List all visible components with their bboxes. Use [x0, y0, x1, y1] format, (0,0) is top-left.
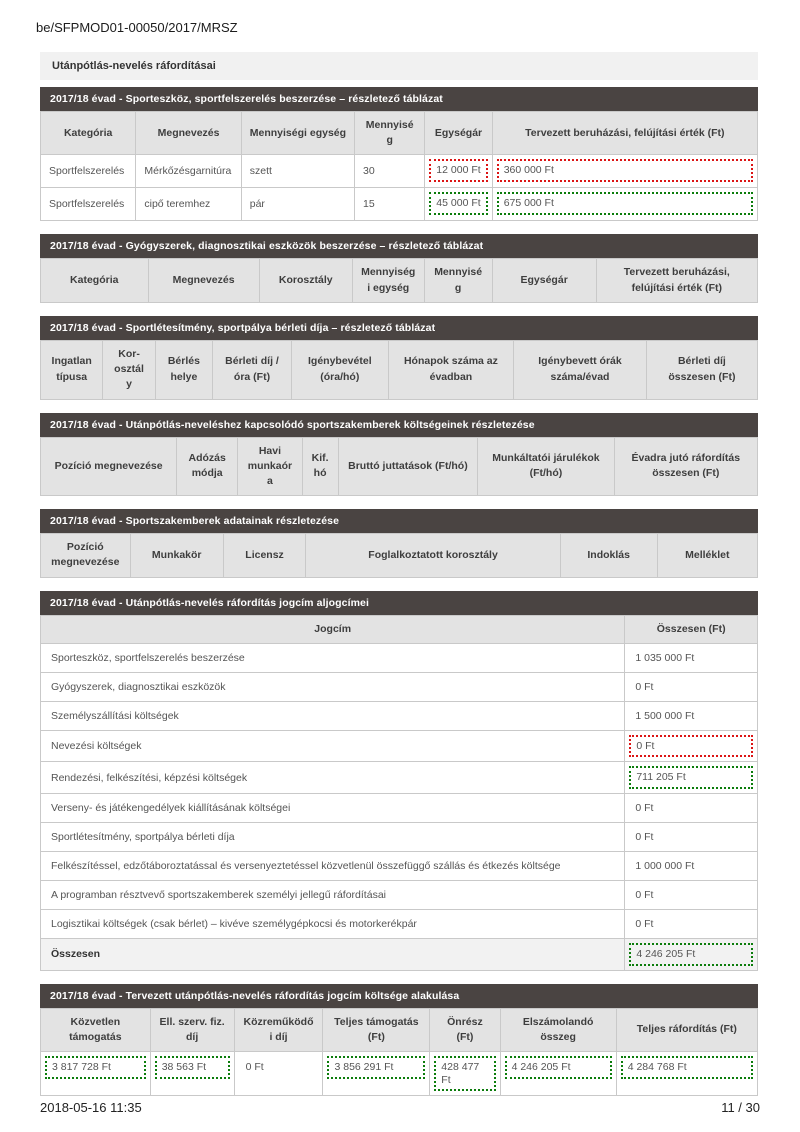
column-header: Bruttó juttatások (Ft/hó) [338, 437, 478, 496]
staff-costs-table-title-bar: 2017/18 évad - Utánpótlás-neveléshez kapcsolódó sportszakemberek költségeinek részletezése [40, 413, 758, 437]
summary-value: 3 817 728 Ft [52, 1061, 111, 1074]
highlighted-value-box [629, 943, 753, 966]
highlighted-value-box [629, 766, 753, 789]
highlighted-value-box [621, 1056, 753, 1079]
column-header: Mennyiség [355, 112, 425, 155]
cell [430, 1052, 500, 1096]
subtitle-label: Verseny- és játékengedélyek kiállításának költségei [41, 794, 625, 823]
summary-value: 3 856 291 Ft [334, 1061, 394, 1074]
cell [323, 1052, 430, 1096]
subtitle-label: Nevezési költségek [41, 730, 625, 762]
table-row [41, 852, 758, 881]
facility-rental-table [40, 316, 758, 400]
column-header: Teljes ráfordítás (Ft) [616, 1008, 757, 1051]
column-header: Havi munkaóra [238, 437, 303, 496]
column-header: Tervezett beruházási, felújítási érték (Ft) [492, 112, 757, 155]
cell [150, 1052, 234, 1096]
subtitle-value: 0 Ft [625, 910, 758, 939]
cell: szett [241, 155, 354, 188]
column-header: Mennyiség [424, 259, 492, 302]
subtitle-value: 0 Ft [625, 881, 758, 910]
column-header: Bérleti díj összesen (Ft) [646, 340, 757, 399]
document-title: be/SFPMOD01-00050/2017/MRSZ [36, 20, 238, 35]
section-header [40, 52, 758, 80]
header-row [41, 534, 758, 577]
cell: Sportfelszerelés [41, 155, 136, 188]
table-row [41, 794, 758, 823]
equipment-table-title-bar: 2017/18 évad - Sporteszköz, sportfelszerelés beszerzése – részletező táblázat [40, 87, 758, 111]
column-header: Elszámolandó összeg [500, 1008, 616, 1051]
subtitle-label: Személyszállítási költségek [41, 701, 625, 730]
column-header: Ell. szerv. fiz. díj [150, 1008, 234, 1051]
cell [500, 1052, 616, 1096]
column-header: Mennyiségi egység [241, 112, 354, 155]
planned-expenditure-summary-table [40, 984, 758, 1097]
planned-value: 360 000 Ft [503, 164, 554, 177]
cell [616, 1052, 757, 1096]
column-header: Teljes támogatás (Ft) [323, 1008, 430, 1051]
page-content [40, 52, 758, 1109]
column-header: Közvetlen támogatás [41, 1008, 151, 1051]
subtitle-label: Gyógyszerek, diagnosztikai eszközök [41, 672, 625, 701]
column-header: Kategória [41, 112, 136, 155]
total-value: 4 246 205 Ft [636, 948, 696, 961]
subtitle-value: 1 000 000 Ft [625, 852, 758, 881]
table-row [41, 881, 758, 910]
header-row [41, 340, 758, 399]
subtitle-label: Rendezési, felkészítési, képzési költségek [41, 762, 625, 794]
column-header: Bérleti díj / óra (Ft) [213, 340, 292, 399]
facility-rental-table-title-bar: 2017/18 évad - Sportlétesítmény, sportpálya bérleti díja – részletező táblázat [40, 316, 758, 340]
medicine-table [40, 234, 758, 302]
column-header: Jogcím [41, 615, 625, 643]
total-label: Összesen [41, 939, 625, 971]
cell: 15 [355, 188, 425, 221]
column-header: Melléklet [657, 534, 757, 577]
column-header: Egységár [492, 259, 596, 302]
header-row [41, 259, 758, 302]
subtitle-label: Logisztikai költségek (csak bérlet) – kivéve személygépkocsi és motorkerékpár [41, 910, 625, 939]
table-row [41, 823, 758, 852]
subtitle-label: Sporteszköz, sportfelszerelés beszerzése [41, 643, 625, 672]
highlighted-value-box [629, 735, 753, 758]
cell [625, 939, 758, 971]
subtitle-value: 0 Ft [625, 823, 758, 852]
table-row [41, 643, 758, 672]
summary-value: 4 246 205 Ft [511, 1061, 571, 1074]
table-row [41, 762, 758, 794]
column-header: Kor-osztály [103, 340, 155, 399]
column-header: Adózás módja [177, 437, 238, 496]
highlighted-value-box [155, 1056, 230, 1079]
equipment-table [40, 87, 758, 221]
highlighted-value-box [429, 159, 487, 182]
highlighted-value-box [327, 1056, 425, 1079]
subtitle-label: Felkészítéssel, edzőtáboroztatással és versenyeztetéssel közvetlenül összefüggő szállás és étkezés költsége [41, 852, 625, 881]
column-header: Indoklás [560, 534, 657, 577]
expenditure-subtitles-title-bar: 2017/18 évad - Utánpótlás-nevelés ráfordítás jogcím aljogcímei [40, 591, 758, 615]
column-header: Évadra jutó ráfordítás összesen (Ft) [614, 437, 757, 496]
column-header: Megnevezés [148, 259, 259, 302]
column-header: Önrész (Ft) [430, 1008, 500, 1051]
table-row [41, 188, 758, 221]
subtitle-value: 1 035 000 Ft [625, 643, 758, 672]
column-header: Ingatlan típusa [41, 340, 103, 399]
table-row [41, 155, 758, 188]
footer-datetime: 2018-05-16 11:35 [40, 1100, 142, 1115]
highlighted-value-box [505, 1056, 612, 1079]
unit-price-value: 12 000 Ft [436, 164, 481, 177]
medicine-table-title-bar: 2017/18 évad - Gyógyszerek, diagnosztikai eszközök beszerzése – részletező táblázat [40, 234, 758, 258]
cell: Sportfelszerelés [41, 188, 136, 221]
column-header: Mennyiségi egység [352, 259, 424, 302]
summary-value: 38 563 Ft [161, 1061, 207, 1074]
column-header: Igénybevétel (óra/hó) [291, 340, 388, 399]
column-header: Közreműködői díj [234, 1008, 323, 1051]
footer-page-number: 11 / 30 [721, 1100, 760, 1115]
staff-data-table-title-bar: 2017/18 évad - Sportszakemberek adatainak részletezése [40, 509, 758, 533]
summary-value: 0 Ft [245, 1061, 264, 1074]
cell: Mérkőzésgarnitúra [136, 155, 241, 188]
column-header: Munkakör [130, 534, 223, 577]
header-row [41, 1008, 758, 1051]
highlighted-value-box [434, 1056, 495, 1091]
planned-value: 675 000 Ft [503, 197, 554, 210]
table-row [41, 1052, 758, 1096]
summary-value: 4 284 768 Ft [627, 1061, 687, 1074]
cell [625, 762, 758, 794]
column-header: Megnevezés [136, 112, 241, 155]
cell [234, 1052, 323, 1096]
column-header: Foglalkoztatott korosztály [306, 534, 561, 577]
section-header-label: Utánpótlás-nevelés ráfordításai [52, 60, 216, 72]
subtitle-value: 0 Ft [625, 794, 758, 823]
summary-value: 428 477 Ft [441, 1061, 480, 1086]
cell [492, 188, 757, 221]
table-row [41, 672, 758, 701]
column-header: Tervezett beruházási, felújítási érték (Ft) [596, 259, 757, 302]
subtitle-value: 0 Ft [636, 739, 655, 752]
column-header: Munkáltatói járulékok (Ft/hó) [478, 437, 614, 496]
unit-price-value: 45 000 Ft [436, 197, 481, 210]
cell: 30 [355, 155, 425, 188]
highlighted-value-box [497, 192, 753, 215]
cell [425, 155, 492, 188]
table-row [41, 701, 758, 730]
plain-value [239, 1056, 319, 1079]
header-row [41, 615, 758, 643]
subtitle-value: 0 Ft [625, 672, 758, 701]
header-row [41, 437, 758, 496]
column-header: Kategória [41, 259, 149, 302]
subtitle-value: 1 500 000 Ft [625, 701, 758, 730]
total-row [41, 939, 758, 971]
column-header: Egységár [425, 112, 492, 155]
cell [425, 188, 492, 221]
highlighted-value-box [45, 1056, 146, 1079]
column-header: Kif. hó [302, 437, 338, 496]
cell [41, 1052, 151, 1096]
column-header: Licensz [223, 534, 305, 577]
table-row [41, 730, 758, 762]
subtitle-label: Sportlétesítmény, sportpálya bérleti díja [41, 823, 625, 852]
highlighted-value-box [497, 159, 753, 182]
subtitle-value: 711 205 Ft [636, 771, 686, 784]
column-header: Hónapok száma az évadban [388, 340, 513, 399]
subtitle-label: A programban résztvevő sportszakemberek személyi jellegű ráfordításai [41, 881, 625, 910]
column-header: Pozíció megnevezése [41, 534, 131, 577]
staff-data-table [40, 509, 758, 577]
planned-expenditure-title-bar: 2017/18 évad - Tervezett utánpótlás-nevelés ráfordítás jogcím költsége alakulása [40, 984, 758, 1008]
staff-costs-table [40, 413, 758, 497]
column-header: Igénybevett órák száma/évad [514, 340, 647, 399]
cell: pár [241, 188, 354, 221]
header-row [41, 112, 758, 155]
column-header: Korosztály [259, 259, 352, 302]
column-header: Összesen (Ft) [625, 615, 758, 643]
expenditure-subtitles-table [40, 591, 758, 971]
cell: cipő teremhez [136, 188, 241, 221]
column-header: Bérlés helye [155, 340, 212, 399]
cell [625, 730, 758, 762]
table-row [41, 910, 758, 939]
column-header: Pozíció megnevezése [41, 437, 177, 496]
cell [492, 155, 757, 188]
highlighted-value-box [429, 192, 487, 215]
